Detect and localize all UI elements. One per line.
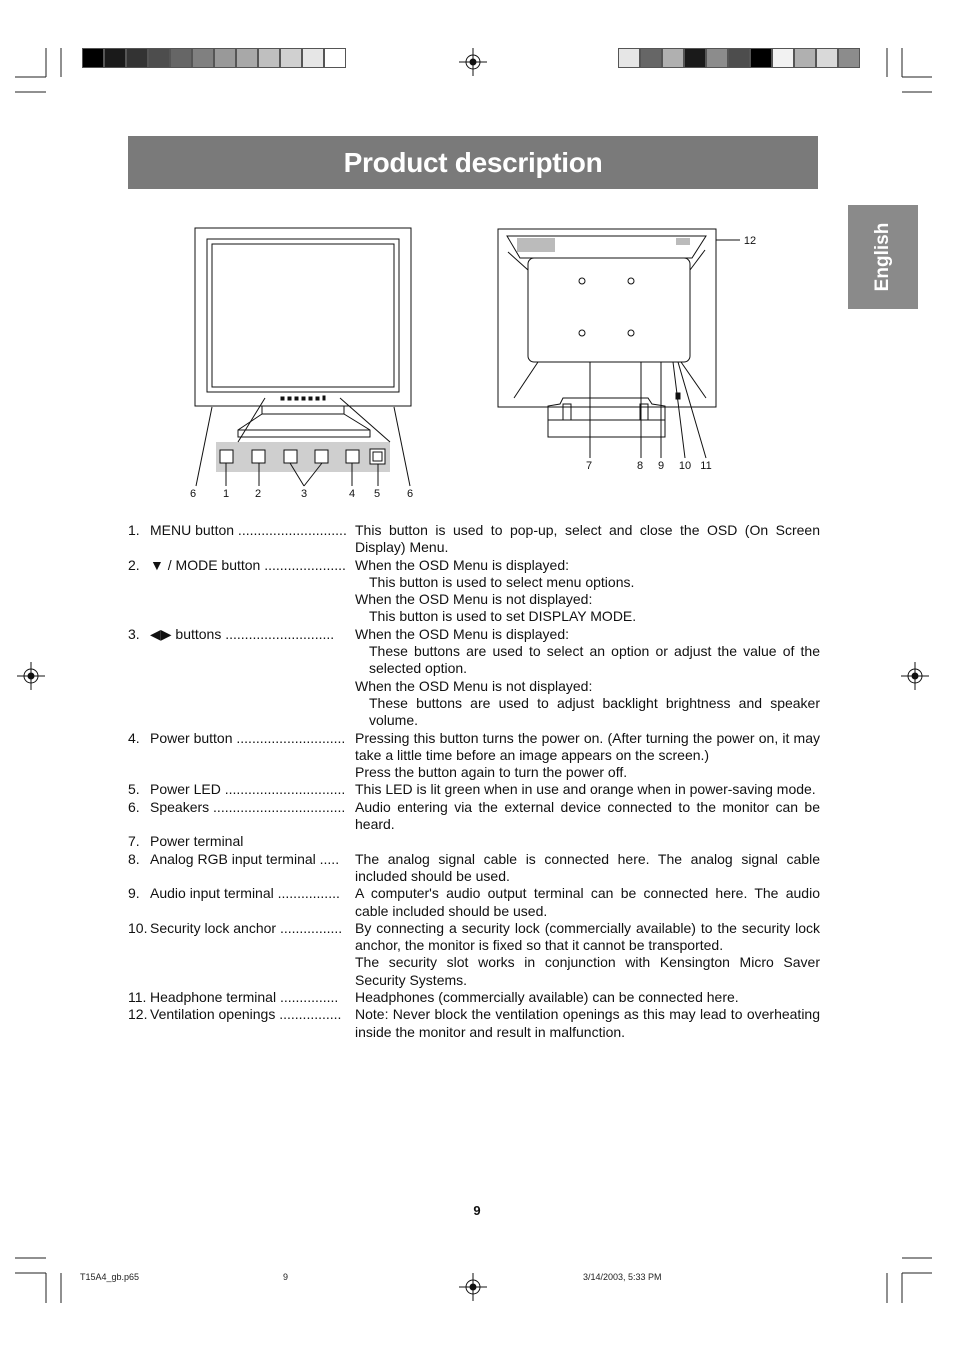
calibration-right-swatch [794, 48, 816, 68]
item-label: ◀▶ buttons ............................ [150, 625, 335, 642]
language-tab-label: English [872, 222, 893, 292]
item-number: 8. [128, 850, 140, 867]
calibration-left-swatch [258, 48, 280, 68]
description-item [128, 920, 820, 989]
calibration-right-swatch [728, 48, 750, 68]
item-description-line: Audio entering via the external device connected to the monitor can be heard. [355, 798, 820, 833]
item-description-line: Headphones (commercially available) can be connected here. [355, 989, 739, 1006]
item-description [355, 989, 820, 1006]
item-number: 7. [128, 833, 140, 850]
item-description-line: This button is used to pop-up, select and close the OSD (On Screen Display) Menu. [355, 522, 820, 556]
item-description-line: When the OSD Menu is not displayed: [355, 591, 593, 608]
description-item [128, 885, 820, 920]
item-label: Power button ............................ [150, 729, 346, 746]
item-description-line: A computer's audio output terminal can be connected here. The audio cable included should be used. [355, 885, 820, 919]
item-description-line: Press the button again to turn the power off. [355, 764, 628, 781]
calibration-right-swatch [640, 48, 662, 68]
item-description-line: This button is used to set DISPLAY MODE. [369, 608, 637, 625]
item-description [355, 522, 820, 557]
calibration-right-swatch [816, 48, 838, 68]
calibration-right-swatch [772, 48, 794, 68]
item-description-line: The security slot works in conjunction with Kensington Micro Saver Security Systems. [355, 954, 820, 988]
rear-callout-7: 7 [585, 460, 593, 472]
item-number: 6. [128, 798, 140, 815]
footer-file-name: T15A4_gb.p65 [80, 1272, 140, 1282]
item-description [355, 833, 820, 850]
calibration-left-swatch [192, 48, 214, 68]
item-number: 5. [128, 781, 140, 798]
calibration-left-swatch [280, 48, 302, 68]
registration-mark-bottom [459, 1273, 487, 1301]
calibration-left-swatch [104, 48, 126, 68]
item-description-line: When the OSD Menu is displayed: [355, 625, 569, 642]
rear-callout-9: 9 [657, 460, 665, 472]
front-callout-2: 2 [254, 488, 262, 500]
calibration-left-swatch [82, 48, 104, 68]
item-label: Power terminal [150, 833, 244, 850]
color-calibration-strip-right [618, 48, 860, 68]
description-item [128, 626, 820, 730]
item-description [355, 920, 820, 989]
item-label: Speakers .................................. [150, 798, 346, 815]
description-list [128, 522, 820, 1041]
rear-callout-12: 12 [743, 235, 757, 247]
registration-mark-top [459, 48, 487, 76]
calibration-left-swatch [148, 48, 170, 68]
rear-callout-11: 11 [700, 460, 712, 472]
color-calibration-strip-left [82, 48, 346, 68]
front-callout-1: 1 [222, 488, 230, 500]
item-label: ▼ / MODE button ..................... [150, 556, 346, 573]
item-description-line: The analog signal cable is connected here. The analog signal cable included should be used. [355, 850, 820, 884]
page-number: 9 [473, 1203, 481, 1218]
item-number: 2. [128, 556, 140, 573]
item-number: 11. [128, 989, 147, 1006]
description-item [128, 557, 820, 626]
item-description-line: This button is used to select menu options. [369, 573, 635, 590]
rear-callout-10: 10 [678, 460, 692, 472]
description-item [128, 730, 820, 782]
item-description [355, 851, 820, 886]
item-description-line: Note: Never block the ventilation openings as this may lead to overheating inside the monitor and result in malfunction. [355, 1006, 820, 1040]
item-description-line: This LED is lit green when in use and orange when in power-saving mode. [355, 781, 816, 798]
description-item [128, 522, 820, 557]
front-callout-4: 4 [348, 488, 356, 500]
language-tab [848, 205, 918, 309]
calibration-left-swatch [214, 48, 236, 68]
item-description [355, 626, 820, 730]
calibration-left-swatch [236, 48, 258, 68]
item-description-line: These buttons are used to select an option or adjust the value of the selected option. [369, 643, 820, 677]
description-item [128, 781, 820, 798]
calibration-left-swatch [170, 48, 192, 68]
item-label: Security lock anchor ................ [150, 919, 343, 936]
item-number: 9. [128, 885, 140, 902]
item-description [355, 730, 820, 782]
item-number: 12. [128, 1006, 148, 1023]
page-title: Product description [128, 136, 818, 189]
item-description [355, 557, 820, 626]
calibration-left-swatch [126, 48, 148, 68]
front-view [195, 228, 411, 486]
item-description-line: When the OSD Menu is not displayed: [355, 677, 593, 694]
rear-callout-8: 8 [636, 460, 644, 472]
item-label: Power LED ............................... [150, 781, 346, 798]
description-item [128, 989, 820, 1006]
footer-page: 9 [283, 1272, 289, 1282]
item-number: 10. [128, 919, 148, 936]
calibration-left-swatch [324, 48, 346, 68]
rear-view [498, 229, 740, 458]
item-description [355, 799, 820, 834]
item-number: 3. [128, 625, 140, 642]
item-description [355, 781, 820, 798]
item-number: 4. [128, 729, 140, 746]
item-number: 1. [128, 522, 140, 538]
item-label: Audio input terminal ................ [150, 885, 340, 902]
item-description-line: These buttons are used to adjust backlight brightness and speaker volume. [369, 694, 820, 729]
item-label: Analog RGB input terminal ..... [150, 850, 340, 867]
calibration-right-swatch [662, 48, 684, 68]
item-description [355, 885, 820, 920]
registration-mark-left [17, 662, 45, 690]
footer-timestamp: 3/14/2003, 5:33 PM [583, 1272, 662, 1282]
description-item [128, 851, 820, 886]
item-description-line: By connecting a security lock (commercially available) to the security lock anchor, the monitor is fixed so that it cannot be transported. [355, 919, 820, 954]
front-callout-3: 3 [300, 488, 308, 500]
calibration-right-swatch [618, 48, 640, 68]
front-callout-5: 5 [373, 488, 381, 500]
front-callout-6-right: 6 [406, 488, 414, 500]
calibration-right-swatch [684, 48, 706, 68]
item-label: Ventilation openings ................ [150, 1006, 342, 1023]
calibration-right-swatch [838, 48, 860, 68]
calibration-right-swatch [750, 48, 772, 68]
description-item [128, 1006, 820, 1041]
calibration-right-swatch [706, 48, 728, 68]
monitor-diagram [180, 220, 760, 510]
registration-mark-right [901, 662, 929, 690]
item-description-line: Pressing this button turns the power on. (After turning the power on, it may take a little time before an image appears on the screen.) [355, 729, 820, 763]
front-callout-6-left: 6 [189, 488, 197, 500]
description-item [128, 833, 820, 850]
item-description [355, 1006, 820, 1041]
item-description-line: When the OSD Menu is displayed: [355, 556, 569, 573]
calibration-left-swatch [302, 48, 324, 68]
description-item [128, 799, 820, 834]
item-label: Headphone terminal ............... [150, 989, 339, 1006]
item-label: MENU button ............................ [150, 522, 347, 538]
